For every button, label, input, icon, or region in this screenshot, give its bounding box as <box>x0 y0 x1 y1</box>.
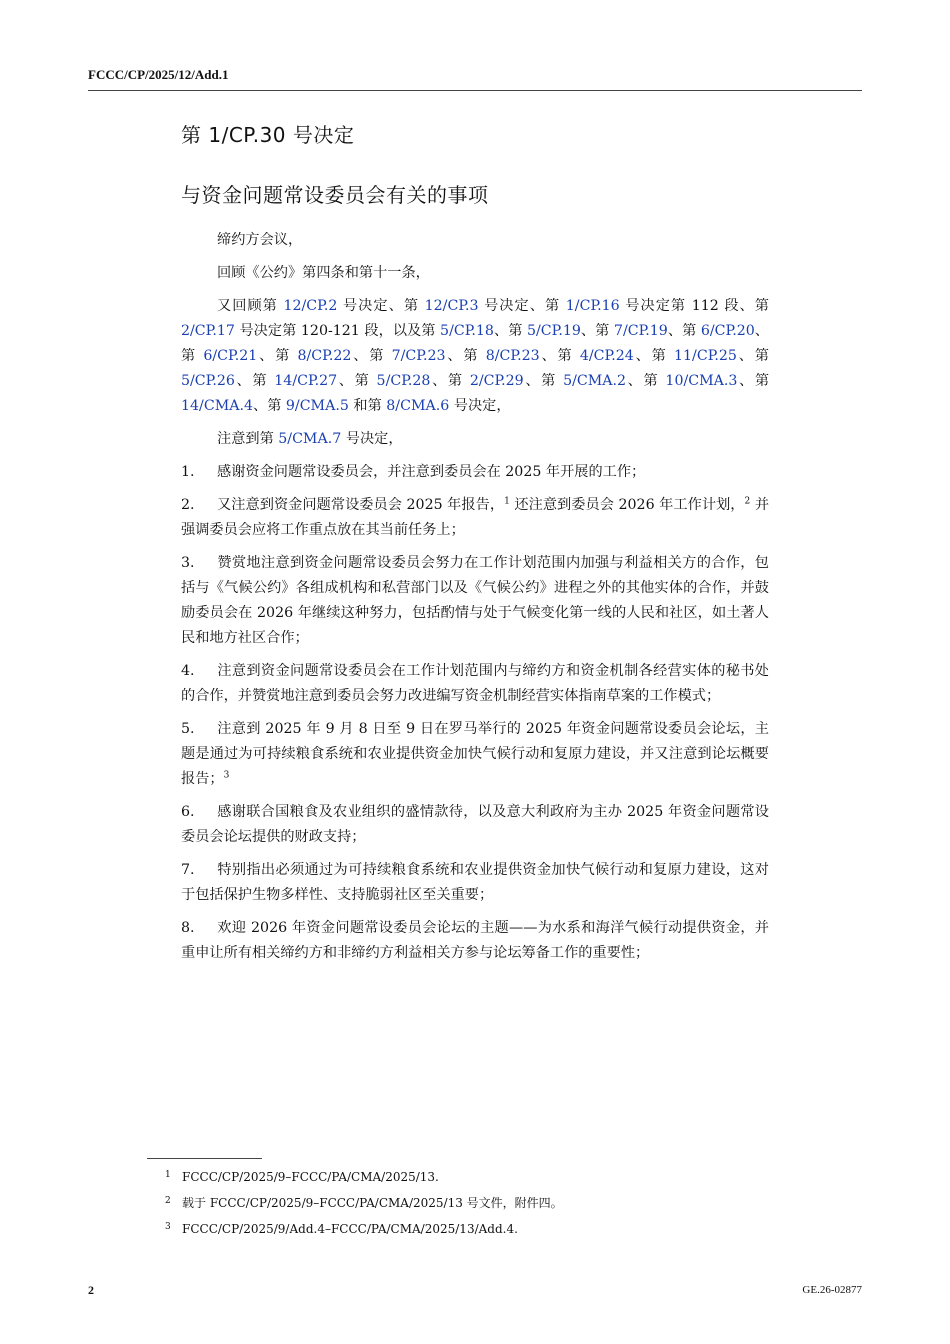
footnote-3 <box>165 1220 765 1238</box>
operative-paragraph-7 <box>181 858 769 908</box>
footnote-text: FCCC/CP/2025/9/Add.4–FCCC/PA/CMA/2025/13/Add.4. <box>182 1222 518 1236</box>
text-run: 、第 <box>633 348 674 364</box>
paragraph-text: 特别指出必须通过为可持续粮食系统和农业提供资金加快气候行动和复原力建设，这对于包括保护生物多样性、支持脆弱社区至关重要； <box>181 862 769 903</box>
operative-paragraph-8 <box>181 916 769 966</box>
text-run: 号决定第 120-121 段，以及第 <box>234 323 441 339</box>
job-number: GE.26-02877 <box>802 1284 862 1296</box>
paragraph-number: 1. <box>181 464 195 480</box>
decision-link[interactable]: 5/CP.19 <box>526 323 581 339</box>
text-run: 、第 <box>736 348 769 364</box>
text-run: 、第 <box>181 323 769 364</box>
text-run: 、第 <box>523 373 564 389</box>
paragraph-text: 注意到 2025 年 9 月 8 日至 9 日在罗马举行的 2025 年资金问题常设委员会论坛，主题是通过为可持续粮食系统和农业提供资金加快气候行动和复原力建设，并又注意到论坛概要报告； <box>181 721 769 787</box>
operative-paragraph-2 <box>181 493 769 543</box>
decision-link[interactable]: 1/CP.16 <box>565 298 620 314</box>
text-run: 、第 <box>337 373 377 389</box>
footnotes <box>165 1168 765 1246</box>
decision-link[interactable]: 11/CP.25 <box>674 348 737 364</box>
paragraph-number: 7. <box>181 862 195 878</box>
decision-link[interactable]: 10/CMA.3 <box>665 373 738 389</box>
document-body <box>181 228 769 974</box>
text-run: 、第 <box>257 348 298 364</box>
footnote-text: 载于 FCCC/CP/2025/9–FCCC/PA/CMA/2025/13 号文件，附件四。 <box>182 1196 563 1210</box>
preamble-conference: 缔约方会议， <box>217 232 303 248</box>
text-run: 号决定、第 <box>478 298 566 314</box>
decision-link[interactable]: 9/CMA.5 <box>285 398 349 414</box>
decision-link[interactable]: 5/CMA.2 <box>563 373 627 389</box>
decision-link[interactable]: 8/CP.22 <box>297 348 352 364</box>
text-run: 又回顾第 <box>217 298 284 314</box>
paragraph-number: 6. <box>181 804 195 820</box>
footnote-ref[interactable]: 1 <box>504 496 510 507</box>
decision-link[interactable]: 5/CP.18 <box>440 323 494 339</box>
decision-link[interactable]: 14/CMA.4 <box>181 398 253 414</box>
document-symbol: FCCC/CP/2025/12/Add.1 <box>88 67 229 82</box>
preamble-also-recalling <box>181 294 769 419</box>
text-run: 和第 <box>348 398 387 414</box>
paragraph-text: 注意到资金问题常设委员会在工作计划范围内与缔约方和资金机制各经营实体的秘书处的合作，并赞赏地注意到委员会努力改进编写资金机制经营实体指南草案的工作模式； <box>181 663 769 704</box>
operative-paragraph-1 <box>181 460 769 485</box>
operative-paragraph-6 <box>181 800 769 850</box>
text-run: 、第 <box>445 348 486 364</box>
subject-title: 与资金问题常设委员会有关的事项 <box>181 183 489 207</box>
footnote-1 <box>165 1168 765 1186</box>
operative-paragraph-4 <box>181 659 769 709</box>
preamble-recalling: 回顾《公约》第四条和第十一条， <box>217 265 430 281</box>
paragraph-text: 赞赏地注意到资金问题常设委员会努力在工作计划范围内加强与利益相关方的合作，包括与《气候公约》各组成机构和私营部门以及《气候公约》进程之外的其他实体的合作，并鼓励委员会在 2026 年继续这种努力，包括酌情与处于气候变化第一线的人民和社区，如土著人民和地方社区合作； <box>181 555 769 646</box>
footnote-separator <box>147 1158 262 1159</box>
decision-link[interactable]: 5/CP.26 <box>181 373 235 389</box>
paragraph-number: 8. <box>181 920 195 936</box>
decision-link[interactable]: 14/CP.27 <box>274 373 338 389</box>
paragraph-text: 欢迎 2026 年资金问题常设委员会论坛的主题——为水系和海洋气候行动提供资金，并重申让所有相关缔约方和非缔约方利益相关方参与论坛筹备工作的重要性； <box>181 920 769 961</box>
operative-paragraph-3 <box>181 551 769 651</box>
footnote-2 <box>165 1194 765 1212</box>
text-run: 号决定， <box>449 398 511 414</box>
decision-link[interactable]: 7/CP.19 <box>613 323 668 339</box>
paragraph-text: 并强调委员会应将工作重点放在其当前任务上； <box>181 497 770 538</box>
text-run: 、第 <box>667 323 701 339</box>
text-run: 、第 <box>253 398 286 414</box>
decision-link[interactable]: 4/CP.24 <box>579 348 634 364</box>
footnote-number: 3 <box>165 1222 171 1232</box>
page-number: 2 <box>88 1283 94 1297</box>
text-run: 注意到第 <box>217 431 279 447</box>
text-run: 、第 <box>539 348 580 364</box>
decision-link[interactable]: 8/CP.23 <box>485 348 540 364</box>
paragraph-number: 2. <box>181 497 195 513</box>
paragraph-number: 5. <box>181 721 195 737</box>
text-run: 、第 <box>430 373 470 389</box>
footnote-ref[interactable]: 2 <box>744 496 751 507</box>
text-run: 、第 <box>234 373 275 389</box>
decision-link[interactable]: 12/CP.2 <box>283 298 338 314</box>
decision-link[interactable]: 12/CP.3 <box>424 298 479 314</box>
decision-link[interactable]: 7/CP.23 <box>391 348 446 364</box>
text-run: 、第 <box>493 323 527 339</box>
paragraph-text: 感谢联合国粮食及农业组织的盛情款待，以及意大利政府为主办 2025 年资金问题常设委员会论坛提供的财政支持； <box>181 804 769 845</box>
paragraph-text: 还注意到委员会 2026 年工作计划， <box>509 497 745 513</box>
preamble-noting <box>181 427 769 452</box>
text-run: 、第 <box>626 373 666 389</box>
decision-link[interactable]: 5/CMA.7 <box>278 431 342 447</box>
decision-link[interactable]: 6/CP.21 <box>203 348 258 364</box>
paragraph-number: 3. <box>181 555 195 571</box>
text-run: 、第 <box>351 348 392 364</box>
text-run: 号决定、第 <box>337 298 425 314</box>
paragraph-text: 感谢资金问题常设委员会，并注意到委员会在 2025 年开展的工作； <box>217 464 646 480</box>
paragraph-number: 4. <box>181 663 195 679</box>
header-divider <box>88 90 862 91</box>
decision-link[interactable]: 2/CP.29 <box>469 373 524 389</box>
text-run: 、第 <box>737 373 770 389</box>
footnote-number: 2 <box>165 1196 171 1206</box>
decision-link[interactable]: 6/CP.20 <box>700 323 755 339</box>
decision-title: 第 1/CP.30 号决定 <box>181 123 355 147</box>
text-run: 号决定， <box>341 431 403 447</box>
decision-link[interactable]: 2/CP.17 <box>181 323 235 339</box>
decision-link[interactable]: 5/CP.28 <box>376 373 431 389</box>
operative-paragraph-5 <box>181 717 769 792</box>
footnote-number: 1 <box>165 1170 171 1180</box>
text-run: 号决定第 112 段、第 <box>619 298 769 314</box>
text-run: 、第 <box>580 323 614 339</box>
decision-link[interactable]: 8/CMA.6 <box>386 398 450 414</box>
footnote-ref[interactable]: 3 <box>223 770 230 781</box>
paragraph-text: 又注意到资金问题常设委员会 2025 年报告， <box>217 497 505 513</box>
footnote-text: FCCC/CP/2025/9–FCCC/PA/CMA/2025/13. <box>182 1170 439 1184</box>
